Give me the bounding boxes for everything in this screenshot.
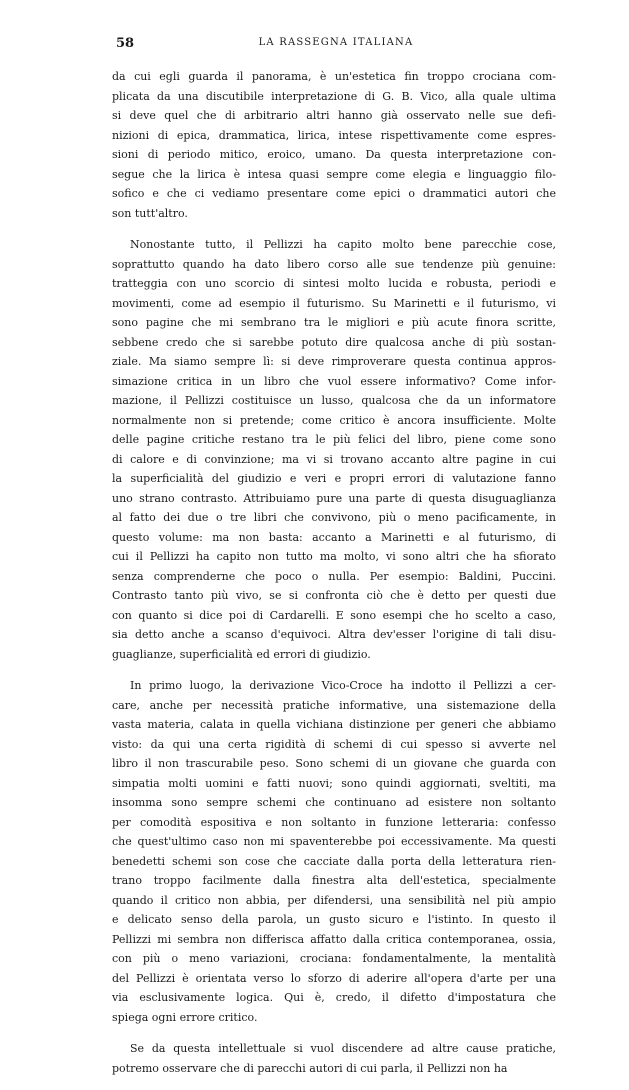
text-line: per comodità espositiva e non soltanto in funzione letteraria: confesso xyxy=(112,815,556,829)
text-line: movimenti, come ad esempio il futurismo. Su Marinetti e il futurismo, vi xyxy=(112,296,556,310)
text-line: visto: da qui una certa rigidità di schemi di cui spesso si avverte nel xyxy=(112,737,556,751)
text-line: simpatia molti uomini e fatti nuovi; sono quindi aggiornati, sveltiti, ma xyxy=(112,776,556,790)
text-line: Nonostante tutto, il Pellizzi ha capito molto bene parecchie cose, xyxy=(130,238,556,251)
text-line: che quest'ultimo caso non mi spaventerebbe poi eccessivamente. Ma questi xyxy=(112,835,556,848)
text-line: soprattutto quando ha dato libero corso alle sue tendenze più genuine: xyxy=(112,257,556,271)
text-line: simazione critica in un libro che vuol essere informativo? Come infor- xyxy=(112,374,556,388)
running-title: LA RASSEGNA ITALIANA xyxy=(258,37,414,48)
paragraph xyxy=(112,1039,556,1078)
paragraph xyxy=(112,235,556,664)
text-line: tratteggia con uno scorcio di sintesi molto lucida e robusta, periodi e xyxy=(112,277,556,290)
text-line: Pellizzi mi sembra non differisca affatto dalla critica contemporanea, ossia, xyxy=(112,932,556,946)
text-line: e delicato senso della parola, un gusto sicuro e l'istinto. In questo il xyxy=(112,913,556,926)
text-line: son tutt'altro. xyxy=(112,206,188,220)
text-line: sofico e che ci vediamo presentare come epici o drammatici autori che xyxy=(112,187,556,200)
text-line: del Pellizzi è orientata verso lo sforzo di aderire all'opera d'arte per una xyxy=(112,971,556,985)
text-line: insomma sono sempre schemi che continuano ad esistere non soltanto xyxy=(112,796,556,809)
paragraph xyxy=(112,67,556,223)
text-line: guaglianze, superficialità ed errori di giudizio. xyxy=(112,647,371,661)
text-line: normalmente non si pretende; come critico è ancora insufficiente. Molte xyxy=(112,413,556,427)
text-line: ziale. Ma siamo sempre lì: si deve rimproverare questa continua appros- xyxy=(112,355,556,368)
text-line: segue che la lirica è intesa quasi sempre come elegia e linguaggio filo- xyxy=(112,167,556,181)
text-line: nizioni di epica, drammatica, lirica, intese rispettivamente come espres- xyxy=(112,128,556,142)
text-line: trano troppo facilmente dalla finestra alta dell'estetica, specialmente xyxy=(112,874,556,887)
text-line: sono pagine che mi sembrano tra le migliori e più acute finora scritte, xyxy=(112,316,556,329)
text-line: care, anche per necessità pratiche informative, una sistemazione della xyxy=(112,698,556,712)
text-line: quando il critico non abbia, per difendersi, una sensibilità nel più ampio xyxy=(112,893,556,907)
text-line: sia detto anche a scanso d'equivoci. Altra dev'esser l'origine di tali disu- xyxy=(112,628,556,641)
text-line: Se da questa intellettuale si vuol discendere ad altre cause pratiche, xyxy=(130,1042,556,1055)
text-line: In primo luogo, la derivazione Vico-Croce ha indotto il Pellizzi a cer- xyxy=(130,679,556,692)
text-line: uno strano contrasto. Attribuiamo pure una parte di questa disuguaglianza xyxy=(112,491,556,505)
text-line: Contrasto tanto più vivo, se si confronta ciò che è detto per questi due xyxy=(112,589,556,602)
text-line: libro il non trascurabile peso. Sono schemi di un giovane che guarda con xyxy=(112,757,556,770)
page-header xyxy=(116,36,556,52)
body-text xyxy=(112,67,556,1090)
text-line: la superficialità del giudizio e veri e propri errori di valutazione fanno xyxy=(112,472,556,485)
text-line: vasta materia, calata in quella vichiana distinzione per generi che abbiamo xyxy=(112,718,556,731)
text-line: delle pagine critiche restano tra le più felici del libro, piene come sono xyxy=(112,433,556,446)
text-line: senza comprenderne che poco o nulla. Per esempio: Baldini, Puccini. xyxy=(112,569,556,583)
text-line: sioni di periodo mitico, eroico, umano. Da questa interpretazione con- xyxy=(112,148,556,161)
text-line: questo volume: ma non basta: accanto a Marinetti e al futurismo, di xyxy=(112,530,556,544)
text-line: benedetti schemi son cose che cacciate dalla porta della letteratura rien- xyxy=(112,854,556,868)
text-line: di calore e di convinzione; ma vi si trovano accanto altre pagine in cui xyxy=(112,452,556,466)
text-line: plicata da una discutibile interpretazione di G. B. Vico, alla quale ultima xyxy=(112,89,556,103)
text-line: mazione, il Pellizzi costituisce un lusso, qualcosa che da un informatore xyxy=(112,394,556,407)
text-line: si deve quel che di arbitrario altri hanno già osservato nelle sue defi- xyxy=(112,109,556,122)
text-line: sebbene credo che si sarebbe potuto dire qualcosa anche di più sostan- xyxy=(112,335,556,349)
text-line: cui il Pellizzi ha capito non tutto ma molto, vi sono altri che ha sfiorato xyxy=(112,550,556,563)
text-line: con più o meno variazioni, crociana: fondamentalmente, la mentalità xyxy=(112,952,556,965)
text-line: con quanto si dice poi di Cardarelli. E sono esempi che ho scelto a caso, xyxy=(112,608,556,622)
text-line: al fatto dei due o tre libri che convivono, più o meno pacificamente, in xyxy=(112,511,556,524)
text-line: via esclusivamente logica. Qui è, credo, il difetto d'impostatura che xyxy=(112,991,556,1004)
paragraph xyxy=(112,676,556,1027)
text-line: spiega ogni errore critico. xyxy=(112,1010,258,1024)
text-line: potremo osservare che di parecchi autori di cui parla, il Pellizzi non ha xyxy=(112,1061,508,1075)
text-line: da cui egli guarda il panorama, è un'estetica fin troppo crociana com- xyxy=(112,70,556,83)
page-number: 58 xyxy=(116,36,135,51)
